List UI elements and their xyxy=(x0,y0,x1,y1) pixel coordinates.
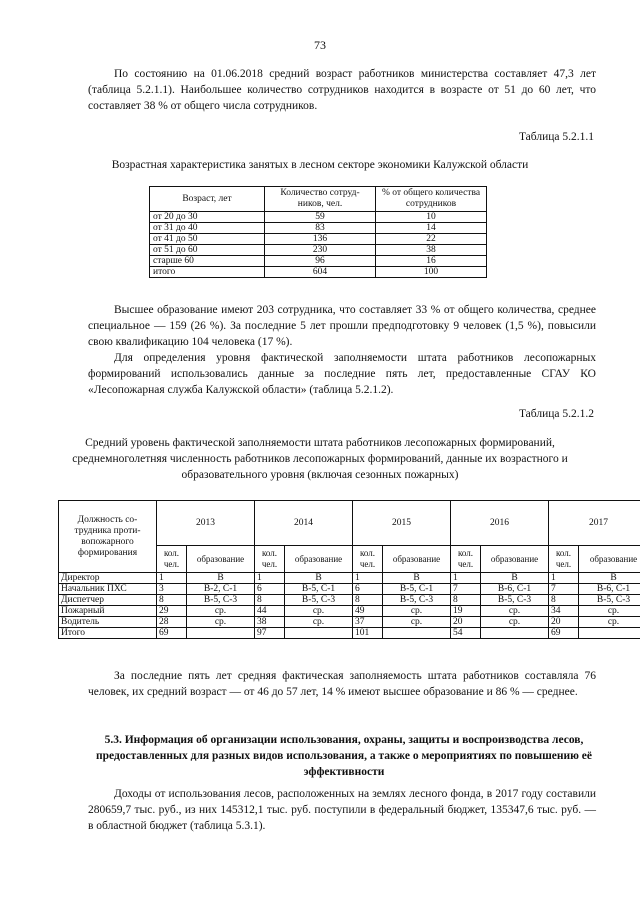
age-group-cell: старше 60 xyxy=(150,256,265,267)
count-cell: 7 xyxy=(549,584,579,595)
education-cell: В xyxy=(383,573,451,584)
count-cell: 8 xyxy=(255,595,285,606)
education-cell: В-5, С-3 xyxy=(383,595,451,606)
count-cell: 6 xyxy=(255,584,285,595)
count-cell: 8 xyxy=(353,595,383,606)
education-cell: ср. xyxy=(481,606,549,617)
education-cell: В-2, С-1 xyxy=(187,584,255,595)
education-cell xyxy=(383,628,451,639)
count-subheader: кол. чел. xyxy=(549,546,579,573)
table-row xyxy=(59,606,640,617)
education-cell: В-6, С-1 xyxy=(579,584,640,595)
education-cell xyxy=(481,628,549,639)
education-cell xyxy=(285,628,353,639)
table-row xyxy=(150,234,487,245)
value-cell: 230 xyxy=(265,245,376,256)
education-cell: В xyxy=(285,573,353,584)
age-group-cell: от 41 до 50 xyxy=(150,234,265,245)
count-cell: 20 xyxy=(451,617,481,628)
count-cell: 69 xyxy=(157,628,187,639)
count-cell: 7 xyxy=(451,584,481,595)
value-cell: 83 xyxy=(265,223,376,234)
count-cell: 1 xyxy=(255,573,285,584)
education-cell: В xyxy=(481,573,549,584)
education-cell: ср. xyxy=(383,606,451,617)
table-row xyxy=(150,256,487,267)
page-number: 73 xyxy=(314,38,326,52)
header-cell: Количество сотруд-ников, чел. xyxy=(265,187,376,212)
count-cell: 34 xyxy=(549,606,579,617)
education-subheader: образование xyxy=(481,546,549,573)
age-group-cell: от 31 до 40 xyxy=(150,223,265,234)
count-cell: 38 xyxy=(255,617,285,628)
count-cell: 1 xyxy=(157,573,187,584)
count-cell: 44 xyxy=(255,606,285,617)
position-cell: Водитель xyxy=(59,617,157,628)
table-year-row xyxy=(59,501,640,546)
staffing-table xyxy=(58,500,640,639)
count-cell: 101 xyxy=(353,628,383,639)
year-header: 2016 xyxy=(451,501,549,546)
table-row xyxy=(150,245,487,256)
count-cell: 8 xyxy=(157,595,187,606)
age-group-cell: от 20 до 30 xyxy=(150,212,265,223)
count-cell: 8 xyxy=(451,595,481,606)
education-cell: ср. xyxy=(579,617,640,628)
count-cell: 29 xyxy=(157,606,187,617)
education-cell: В-5, С-1 xyxy=(383,584,451,595)
age-group-cell: от 51 до 60 xyxy=(150,245,265,256)
table-row xyxy=(59,573,640,584)
value-cell: 14 xyxy=(376,223,487,234)
table2-caption: Таблица 5.2.1.2 xyxy=(518,408,594,420)
table2-title: Средний уровень фактической заполняемости штата работников лесопожарных формирований, среднемноголетняя численность работников лесопожарных формирований, данные их возрастного и образовательного уровня (включая сезонных пожарных) xyxy=(72,437,568,481)
paragraph-education: Высшее образование имеют 203 сотрудника, что составляет 33 % от общего количества, среднее специальное — 159 (26 %). За последние 5 лет прошли предподготовку 9 человек (1,5 %), повысили свою квалификацию 104 человека (17 %). xyxy=(88,304,596,348)
count-cell: 8 xyxy=(549,595,579,606)
education-cell: В xyxy=(187,573,255,584)
education-cell: ср. xyxy=(481,617,549,628)
value-cell: 10 xyxy=(376,212,487,223)
count-cell: 3 xyxy=(157,584,187,595)
year-header: 2014 xyxy=(255,501,353,546)
count-cell: 49 xyxy=(353,606,383,617)
count-cell: 37 xyxy=(353,617,383,628)
table-row xyxy=(150,212,487,223)
value-cell: 16 xyxy=(376,256,487,267)
position-cell: Начальник ПХС xyxy=(59,584,157,595)
year-header: 2017 xyxy=(549,501,640,546)
year-header: 2015 xyxy=(353,501,451,546)
table-row xyxy=(59,628,640,639)
count-cell: 97 xyxy=(255,628,285,639)
position-cell: Директор xyxy=(59,573,157,584)
education-cell: ср. xyxy=(187,606,255,617)
value-cell: 136 xyxy=(265,234,376,245)
count-subheader: кол. чел. xyxy=(157,546,187,573)
position-cell: Итого xyxy=(59,628,157,639)
header-cell: % от общего количества сотрудников xyxy=(376,187,487,212)
table-row xyxy=(150,223,487,234)
count-cell: 28 xyxy=(157,617,187,628)
education-cell: ср. xyxy=(383,617,451,628)
paragraph-method: Для определения уровня фактической заполняемости штата работников лесопожарных формирований использовались данные за последние пять лет, предоставленные СГАУ КО «Лесопожарная служба Калужской области» (таблица 5.2.1.2). xyxy=(88,352,596,396)
table-row xyxy=(59,617,640,628)
value-cell: 604 xyxy=(265,267,376,278)
count-cell: 6 xyxy=(353,584,383,595)
count-cell: 69 xyxy=(549,628,579,639)
section-heading: 5.3. Информация об организации использования, охраны, защиты и воспроизводства лесов, предоставленных для разных видов использования, а также о мероприятиях по повышению её эффективности xyxy=(95,734,593,778)
position-cell: Пожарный xyxy=(59,606,157,617)
table-header-row xyxy=(150,187,487,212)
education-cell: В-5, С-3 xyxy=(481,595,549,606)
position-cell: Диспетчер xyxy=(59,595,157,606)
count-subheader: кол. чел. xyxy=(353,546,383,573)
count-cell: 54 xyxy=(451,628,481,639)
count-subheader: кол. чел. xyxy=(451,546,481,573)
education-cell: В xyxy=(579,573,640,584)
count-cell: 1 xyxy=(353,573,383,584)
value-cell: 22 xyxy=(376,234,487,245)
count-subheader: кол. чел. xyxy=(255,546,285,573)
table1-title: Возрастная характеристика занятых в лесном секторе экономики Калужской области xyxy=(111,159,529,171)
count-cell: 1 xyxy=(451,573,481,584)
education-cell: ср. xyxy=(285,606,353,617)
value-cell: 96 xyxy=(265,256,376,267)
table-row xyxy=(150,267,487,278)
education-subheader: образование xyxy=(579,546,640,573)
value-cell: 59 xyxy=(265,212,376,223)
education-subheader: образование xyxy=(383,546,451,573)
education-cell: В-5, С-3 xyxy=(285,595,353,606)
education-cell: В-6, С-1 xyxy=(481,584,549,595)
education-cell: В-5, С-3 xyxy=(187,595,255,606)
education-cell: В-5, С-3 xyxy=(579,595,640,606)
education-subheader: образование xyxy=(285,546,353,573)
education-cell: В-5, С-1 xyxy=(285,584,353,595)
value-cell: 38 xyxy=(376,245,487,256)
value-cell: 100 xyxy=(376,267,487,278)
table-row xyxy=(59,584,640,595)
education-subheader: образование xyxy=(187,546,255,573)
paragraph-revenue: Доходы от использования лесов, расположенных на землях лесного фонда, в 2017 году составили 280659,7 тыс. руб., из них 145312,1 тыс. руб. поступили в федеральный бюджет, 135347,6 тыс. руб. — в областной бюджет (таблица 5.3.1). xyxy=(88,788,596,832)
year-header: 2013 xyxy=(157,501,255,546)
age-table xyxy=(149,186,487,278)
corner-header: Должность со-трудника проти-вопожарного формирования xyxy=(59,501,157,573)
count-cell: 19 xyxy=(451,606,481,617)
header-cell: Возраст, лет xyxy=(150,187,265,212)
education-cell xyxy=(187,628,255,639)
paragraph-summary: За последние пять лет средняя фактическая заполняемость штата работников составляла 76 человек, их средний возраст — от 46 до 57 лет, 14 % имеют высшее образование и 86 % — среднее. xyxy=(88,670,596,698)
count-cell: 20 xyxy=(549,617,579,628)
age-group-cell: итого xyxy=(150,267,265,278)
education-cell: ср. xyxy=(579,606,640,617)
count-cell: 1 xyxy=(549,573,579,584)
education-cell: ср. xyxy=(187,617,255,628)
table-row xyxy=(59,595,640,606)
paragraph-age: По состоянию на 01.06.2018 средний возраст работников министерства составляет 47,3 лет (таблица 5.2.1.1). Наибольшее количество сотрудников находится в возрасте от 51 до 60 лет, что составляет 38 % от общего числа сотрудников. xyxy=(88,68,596,112)
education-cell xyxy=(579,628,640,639)
table1-caption: Таблица 5.2.1.1 xyxy=(518,131,594,143)
education-cell: ср. xyxy=(285,617,353,628)
